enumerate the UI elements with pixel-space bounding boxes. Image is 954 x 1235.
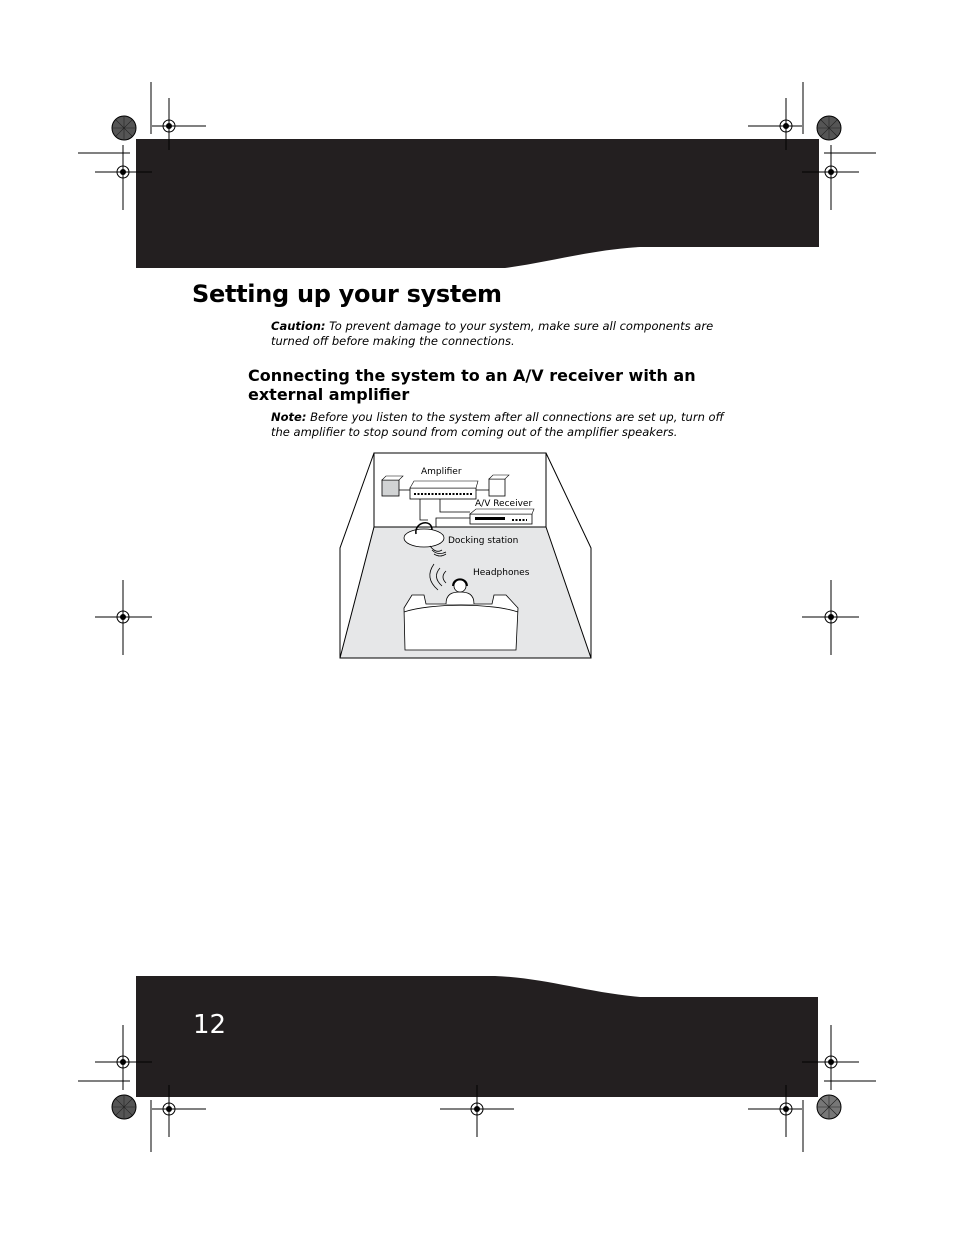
note-label: Note: <box>271 410 307 424</box>
note-paragraph <box>271 410 741 439</box>
note-text: Before you listen to the system after all connections are set up, turn off the amplifier to stop sound from coming out of the amplifier speakers. <box>271 410 724 439</box>
label-av-receiver: A/V Receiver <box>475 499 533 509</box>
caution-text: To prevent damage to your system, make sure all components are turned off before making the connections. <box>271 319 714 348</box>
caution-label: Caution: <box>271 319 326 333</box>
section-heading: Connecting the system to an A/V receiver with an external amplifier <box>248 366 696 404</box>
label-headphones: Headphones <box>473 568 530 578</box>
label-docking-station: Docking station <box>448 536 519 546</box>
page-number: 12 <box>193 1010 227 1040</box>
av-receiver <box>470 509 534 524</box>
amplifier <box>410 481 478 499</box>
caution-paragraph <box>271 319 741 348</box>
label-amplifier: Amplifier <box>421 467 462 477</box>
page-title: Setting up your system <box>192 280 502 308</box>
room-illustration <box>336 450 594 662</box>
